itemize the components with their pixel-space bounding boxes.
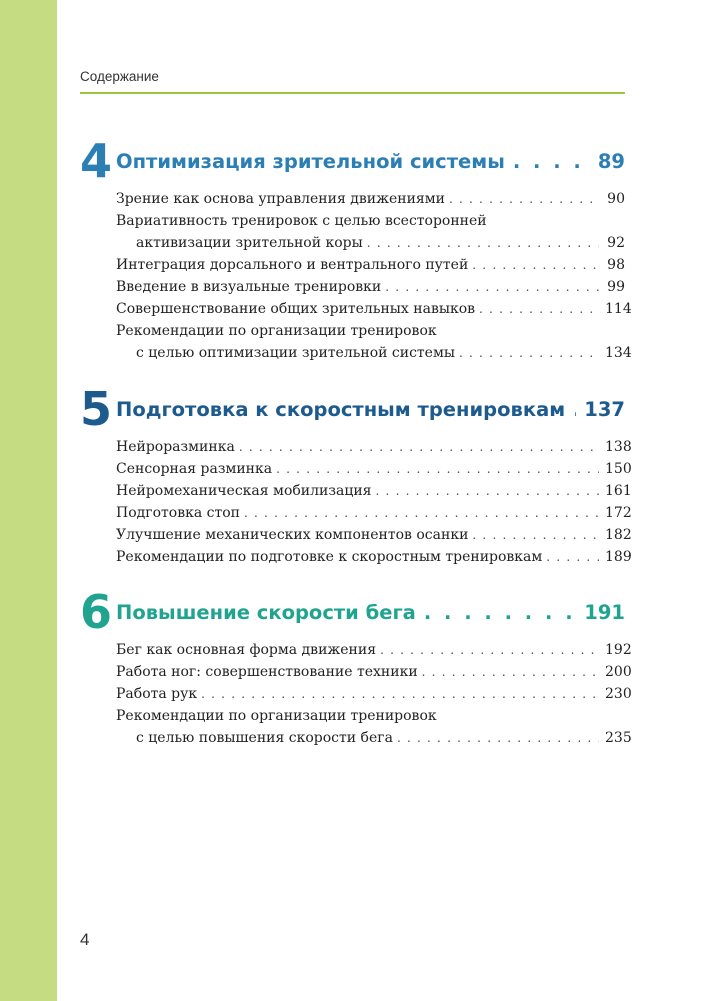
entry-page: 161 — [605, 483, 632, 499]
dot-leader — [397, 727, 599, 749]
entry-title-line1: Рекомендации по организации тренировок — [116, 323, 437, 339]
entry-title: Интеграция дорсального и вентрального путей — [116, 257, 469, 273]
entry-title-line1: Вариативность тренировок с целью всесторонней — [116, 213, 487, 229]
toc-entry[interactable] — [80, 502, 632, 524]
toc-entry[interactable] — [80, 480, 632, 502]
entry-page: 134 — [605, 345, 632, 361]
entry-page: 189 — [605, 549, 632, 565]
entry-title: с целью повышения скорости бега — [136, 730, 393, 746]
entry-title: Сенсорная разминка — [116, 461, 273, 477]
toc-entry[interactable] — [80, 276, 625, 298]
entry-title: Бег как основная форма движения — [116, 642, 377, 658]
toc-entry[interactable] — [80, 546, 632, 568]
dot-leader — [201, 683, 599, 705]
chapter-heading[interactable] — [80, 384, 625, 434]
entry-title: Работа рук — [116, 686, 198, 702]
dot-leader — [424, 601, 576, 624]
entry-page: 235 — [605, 730, 632, 746]
dot-leader — [239, 436, 599, 458]
entry-title: Подготовка стоп — [116, 505, 240, 521]
toc-entry[interactable] — [80, 683, 632, 705]
entry-title: Введение в визуальные тренировки — [116, 279, 382, 295]
chapter-title: Подготовка к скоростным тренировкам — [116, 398, 566, 421]
header-rule — [80, 92, 625, 94]
chapter-heading[interactable] — [80, 136, 625, 186]
entry-page: 90 — [607, 191, 625, 207]
dot-leader — [422, 661, 599, 683]
chapter-title: Оптимизация зрительной системы — [116, 150, 505, 173]
entry-page: 230 — [605, 686, 632, 702]
chapter-page: 89 — [597, 150, 625, 173]
entry-title: с целью оптимизации зрительной системы — [136, 345, 455, 361]
chapter-6 — [80, 585, 632, 749]
chapter-number: 4 — [80, 134, 112, 188]
dot-leader — [513, 150, 590, 173]
toc-entry[interactable] — [80, 705, 632, 749]
entry-title: активизации зрительной коры — [136, 235, 363, 251]
toc-entry[interactable] — [80, 436, 632, 458]
chapter-page: 137 — [584, 398, 625, 421]
toc-entry[interactable] — [80, 661, 632, 683]
side-color-bar — [0, 0, 57, 1001]
dot-leader — [472, 254, 599, 276]
dot-leader — [276, 458, 599, 480]
entry-title: Совершенствование общих зрительных навыков — [116, 301, 476, 317]
chapter-title: Повышение скорости бега — [116, 601, 416, 624]
running-header: Содержание — [80, 69, 159, 84]
chapter-page: 191 — [584, 601, 625, 624]
chapter-number: 6 — [80, 585, 112, 639]
entry-page: 172 — [605, 505, 632, 521]
entry-title: Улучшение механических компонентов осанки — [116, 527, 469, 543]
dot-leader — [459, 342, 599, 364]
page-number: 4 — [80, 930, 90, 949]
chapter-4 — [80, 134, 632, 364]
dot-leader — [244, 502, 599, 524]
entry-page: 98 — [607, 257, 625, 273]
entry-page: 138 — [605, 439, 632, 455]
dot-leader — [472, 524, 599, 546]
chapter-5 — [80, 382, 632, 568]
chapter-number: 5 — [80, 382, 112, 436]
dot-leader — [376, 480, 599, 502]
toc-entry[interactable] — [80, 188, 625, 210]
entry-page: 200 — [605, 664, 632, 680]
dot-leader — [449, 188, 599, 210]
entry-title: Работа ног: совершенствование техники — [116, 664, 418, 680]
toc-entry[interactable] — [80, 298, 632, 320]
toc-entry[interactable] — [80, 458, 632, 480]
toc-entry[interactable] — [80, 320, 632, 364]
entry-page: 114 — [605, 301, 632, 317]
toc-entry[interactable] — [80, 639, 632, 661]
dot-leader — [367, 232, 599, 254]
entry-title: Нейроразминка — [116, 439, 235, 455]
chapter-heading[interactable] — [80, 587, 625, 637]
toc-entry[interactable] — [80, 254, 625, 276]
entry-title: Нейромеханическая мобилизация — [116, 483, 372, 499]
toc-entry[interactable] — [80, 210, 625, 254]
dot-leader — [380, 639, 599, 661]
entry-page: 192 — [605, 642, 632, 658]
dot-leader — [479, 298, 599, 320]
entry-title-line1: Рекомендации по организации тренировок — [116, 708, 437, 724]
entry-page: 182 — [605, 527, 632, 543]
entry-page: 92 — [607, 235, 625, 251]
entry-title: Зрение как основа управления движениями — [116, 191, 445, 207]
dot-leader — [546, 546, 599, 568]
dot-leader — [385, 276, 599, 298]
entry-page: 150 — [605, 461, 632, 477]
toc-entry[interactable] — [80, 524, 632, 546]
entry-page: 99 — [607, 279, 625, 295]
entry-title: Рекомендации по подготовке к скоростным тренировкам — [116, 549, 543, 565]
